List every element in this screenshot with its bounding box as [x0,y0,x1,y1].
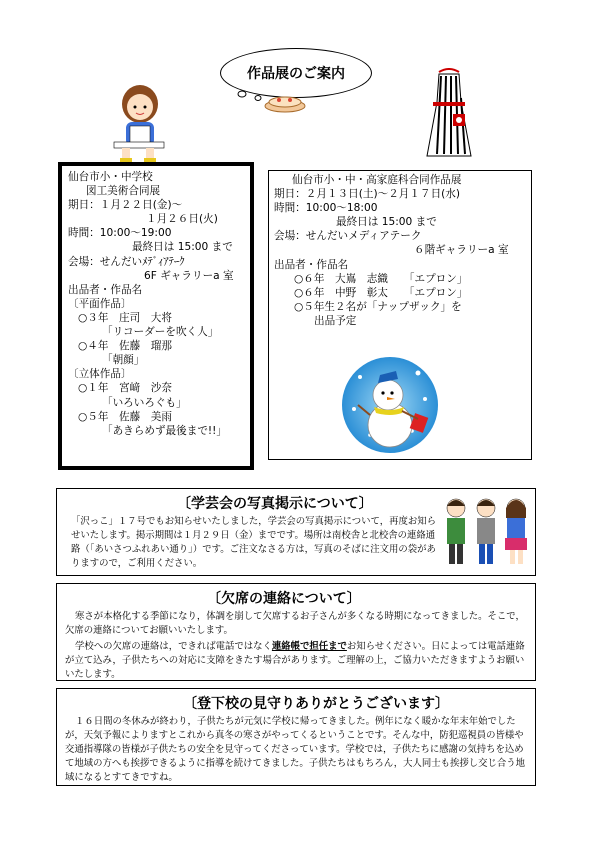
exhibit-left-line: 会場：せんだいﾒﾃﾞｨｱﾃｰｸ [68,255,185,268]
exhibit-right-line: 仙台市小・中・高家庭科合同作品展 [292,174,462,186]
exhibit-right-line: ○６年 中野 彰太 「エプロン」 [294,286,468,299]
exhibit-right-line: 出品予定 [314,314,357,327]
exhibit-right-line: 出品者・作品名 [274,258,349,271]
absence-notice-section [56,583,536,681]
watch-thanks-body: １６日間の冬休みが終わり，子供たちが元気に学校に帰ってきました。例年になく暖かな年末年始でしたが，天気予報によりますとこれから真冬の寒さがやってくるということです。そんな中，防犯巡視員の皆様や交通指導隊の皆様が子供たちの安全を見守ってくださっています。学校では，子供たちに感謝の気持ちを込めて地域の方へも挨拶できるように指導を続けてきました。子供たちはもちろん，大人同士も挨拶し交じ合う地域になるとすてきですね。 [65,716,525,783]
absence-emphasis: 連絡帳で担任まで [271,641,347,652]
exhibit-left-line: ○５年 佐藤 美雨 [78,410,172,423]
exhibit-left-line: ○１年 宮﨑 沙奈 [78,382,172,395]
exhibit-left-line: 仙台市小・中学校 [68,171,153,183]
exhibit-left-line: ○４年 佐藤 瑠那 [78,340,172,353]
photo-notice-body: 「沢っこ」１７号でもお知らせいたしました，学芸会の写真掲示について，再度お知らせいたします。掲示期間は１月２９日（金）までです。場所は南校舎と北校舎の連絡通路（「あいさつふれあい通り」）です。ご注文なさる方は，写真のそばに注文用の袋がありますので，ご利用ください。 [71,516,436,569]
exhibit-left-line: 期日：１月２２日(金)～ [68,199,183,212]
exhibit-left-box [58,162,254,470]
exhibit-left-line: １月２６日(火) [146,213,218,226]
absence-notice-body-1: 寒さが本格化する季節になり，体調を崩して欠席するお子さんが多くなる時期になってきました。そこで，欠席の連絡についてお願いいたします。 [65,611,525,636]
exhibit-right-line: ○５年生２名が「ナップザック」を [294,300,462,313]
exhibit-left-line: 時間：10:00～19:00 [68,227,172,240]
exhibit-left-line: 「朝顔」 [102,354,145,367]
girl-drawing-illustration [110,82,168,164]
exhibit-left-line: 「あきらめず最後まで!!」 [102,424,228,437]
exhibit-right-line: 会場：せんだいメディアテーク [274,230,422,243]
absence-body-text: お知らせください。日によっては電話連絡が立て込み，子供たちへの対応に支障をきたす場合があります。ご理解の上，ご協力いただきますようお願いいたします。 [65,641,525,680]
exhibit-left-line: 6F ギャラリーa 室 [144,269,234,282]
absence-body-text: 学校への欠席の連絡は，できれば電話ではなく [75,641,272,652]
apron-illustration [425,68,473,160]
exhibit-left-line: 最終日は 15:00 まで [132,241,233,254]
watch-thanks-title: 〔登下校の見守りありがとうございます〕 [183,696,449,712]
exhibit-left-line: 出品者・作品名 [68,283,143,296]
exhibit-right-line: 期日：２月１３日(土)～２月１７日(水) [274,188,461,201]
absence-notice-body-2 [57,638,535,682]
cake-illustration [262,92,308,114]
absence-notice-title: 〔欠席の連絡について〕 [207,591,361,607]
snowman-illustration [340,355,440,455]
exhibit-right-line: ６階ギャラリーa 室 [414,244,509,257]
children-illustration [440,492,534,574]
exhibit-right-line: ○６年 大嶌 志織 「エプロン」 [294,272,468,285]
exhibit-left-line: 「リコーダーを吹く人」 [102,326,219,339]
exhibit-left-line: 〔立体作品〕 [68,368,132,381]
page-title: 作品展のご案内 [220,48,372,98]
exhibit-right-line: 最終日は 15:00 まで [336,216,437,229]
watch-thanks-section [56,688,536,786]
exhibit-left-line: 図工美術合同展 [86,185,161,198]
photo-notice-title: 〔学芸会の写真掲示について〕 [177,496,373,512]
exhibit-right-line: 時間：10:00～18:00 [274,202,378,215]
exhibit-left-line: 「いろいろぐも」 [102,396,187,409]
exhibit-left-line: 〔平面作品〕 [68,297,132,310]
exhibit-left-line: ○３年 庄司 大将 [78,311,172,324]
